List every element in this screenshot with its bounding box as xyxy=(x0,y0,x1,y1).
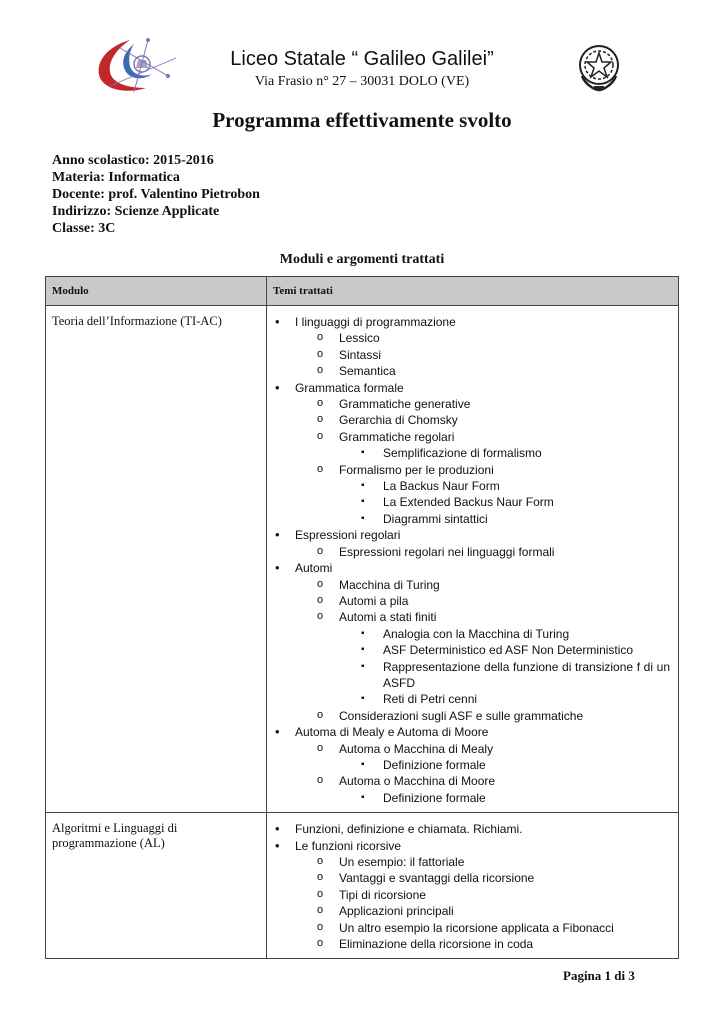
topic-item-level-2: o Eliminazione della ricorsione in coda xyxy=(267,936,670,952)
topic-item-level-2: o Grammatiche generative xyxy=(267,396,670,412)
document-title: Programma effettivamente svolto xyxy=(212,108,512,132)
table-body xyxy=(46,306,679,959)
topic-item-level-2: o Un esempio: il fattoriale xyxy=(267,854,670,870)
topic-item-level-2: o Sintassi xyxy=(267,347,670,363)
topic-item-level-1: • Automi xyxy=(267,560,670,576)
topics-cell xyxy=(267,813,679,959)
topic-item-level-2: o Vantaggi e svantaggi della ricorsione xyxy=(267,870,670,886)
topic-item-level-3: ▪ Analogia con la Macchina di Turing xyxy=(267,626,670,642)
topics-list xyxy=(267,314,670,806)
topic-item-level-2: o Automi a stati finiti xyxy=(267,609,670,625)
topic-item-level-2: o Automi a pila xyxy=(267,593,670,609)
topic-item-level-2: o Considerazioni sugli ASF e sulle grammatiche xyxy=(267,708,670,724)
topic-item-level-3: ▪ Definizione formale xyxy=(267,757,670,773)
topic-item-level-3: ▪ Semplificazione di formalismo xyxy=(267,445,670,461)
topic-item-level-2: o Formalismo per le produzioni xyxy=(267,462,670,478)
teacher: Docente: prof. Valentino Pietrobon xyxy=(52,187,260,202)
topic-item-level-2: o Lessico xyxy=(267,330,670,346)
school-address: Via Frasio n° 27 – 30031 DOLO (VE) xyxy=(254,74,470,89)
topic-item-level-1: • Le funzioni ricorsive xyxy=(267,838,670,854)
topics-cell xyxy=(267,306,679,813)
topic-item-level-2: o Grammatiche regolari xyxy=(267,429,670,445)
course-track: Indirizzo: Scienze Applicate xyxy=(52,204,220,219)
topic-item-level-1: • Espressioni regolari xyxy=(267,527,670,543)
subject: Materia: Informatica xyxy=(52,170,180,185)
topic-item-level-2: o Gerarchia di Chomsky xyxy=(267,412,670,428)
column-header-topics: Temi trattati xyxy=(267,277,679,306)
class: Classe: 3C xyxy=(52,221,116,236)
topic-item-level-1: • Automa di Mealy e Automa di Moore xyxy=(267,724,670,740)
topic-item-level-2: o Macchina di Turing xyxy=(267,577,670,593)
school-year: Anno scolastico: 2015-2016 xyxy=(52,153,214,168)
topic-item-level-3: ▪ Definizione formale xyxy=(267,790,670,806)
column-header-module: Modulo xyxy=(46,277,267,306)
topic-item-level-2: o Applicazioni principali xyxy=(267,903,670,919)
topic-item-level-1: • Grammatica formale xyxy=(267,380,670,396)
topic-item-level-2: o Espressioni regolari nei linguaggi formali xyxy=(267,544,670,560)
topic-item-level-3: ▪ La Extended Backus Naur Form xyxy=(267,494,670,510)
school-name: Liceo Statale “ Galileo Galilei” xyxy=(230,48,494,70)
table-row xyxy=(46,813,679,959)
table-row xyxy=(46,306,679,813)
modules-table xyxy=(45,276,679,959)
topic-item-level-3: ▪ Rappresentazione della funzione di transizione f di un ASFD xyxy=(267,659,670,692)
topics-list xyxy=(267,821,670,952)
page-number: Pagina 1 di 3 xyxy=(563,968,635,983)
topic-item-level-2: o Un altro esempio la ricorsione applicata a Fibonacci xyxy=(267,920,670,936)
topic-item-level-2: o Tipi di ricorsione xyxy=(267,887,670,903)
topic-item-level-1: • I linguaggi di programmazione xyxy=(267,314,670,330)
topic-item-level-2: o Automa o Macchina di Mealy xyxy=(267,741,670,757)
course-info xyxy=(52,152,260,237)
table-header-row xyxy=(46,277,679,306)
table-caption: Moduli e argomenti trattati xyxy=(279,252,445,267)
topic-item-level-2: o Semantica xyxy=(267,363,670,379)
module-name: Teoria dell’Informazione (TI-AC) xyxy=(46,306,267,813)
topic-item-level-3: ▪ Reti di Petri cenni xyxy=(267,691,670,707)
module-name: Algoritmi e Linguaggi di programmazione (AL) xyxy=(46,813,267,959)
topic-item-level-1: • Funzioni, definizione e chiamata. Richiami. xyxy=(267,821,670,837)
topic-item-level-3: ▪ Diagrammi sintattici xyxy=(267,511,670,527)
topic-item-level-3: ▪ ASF Deterministico ed ASF Non Deterministico xyxy=(267,642,670,658)
topic-item-level-3: ▪ La Backus Naur Form xyxy=(267,478,670,494)
topic-item-level-2: o Automa o Macchina di Moore xyxy=(267,773,670,789)
